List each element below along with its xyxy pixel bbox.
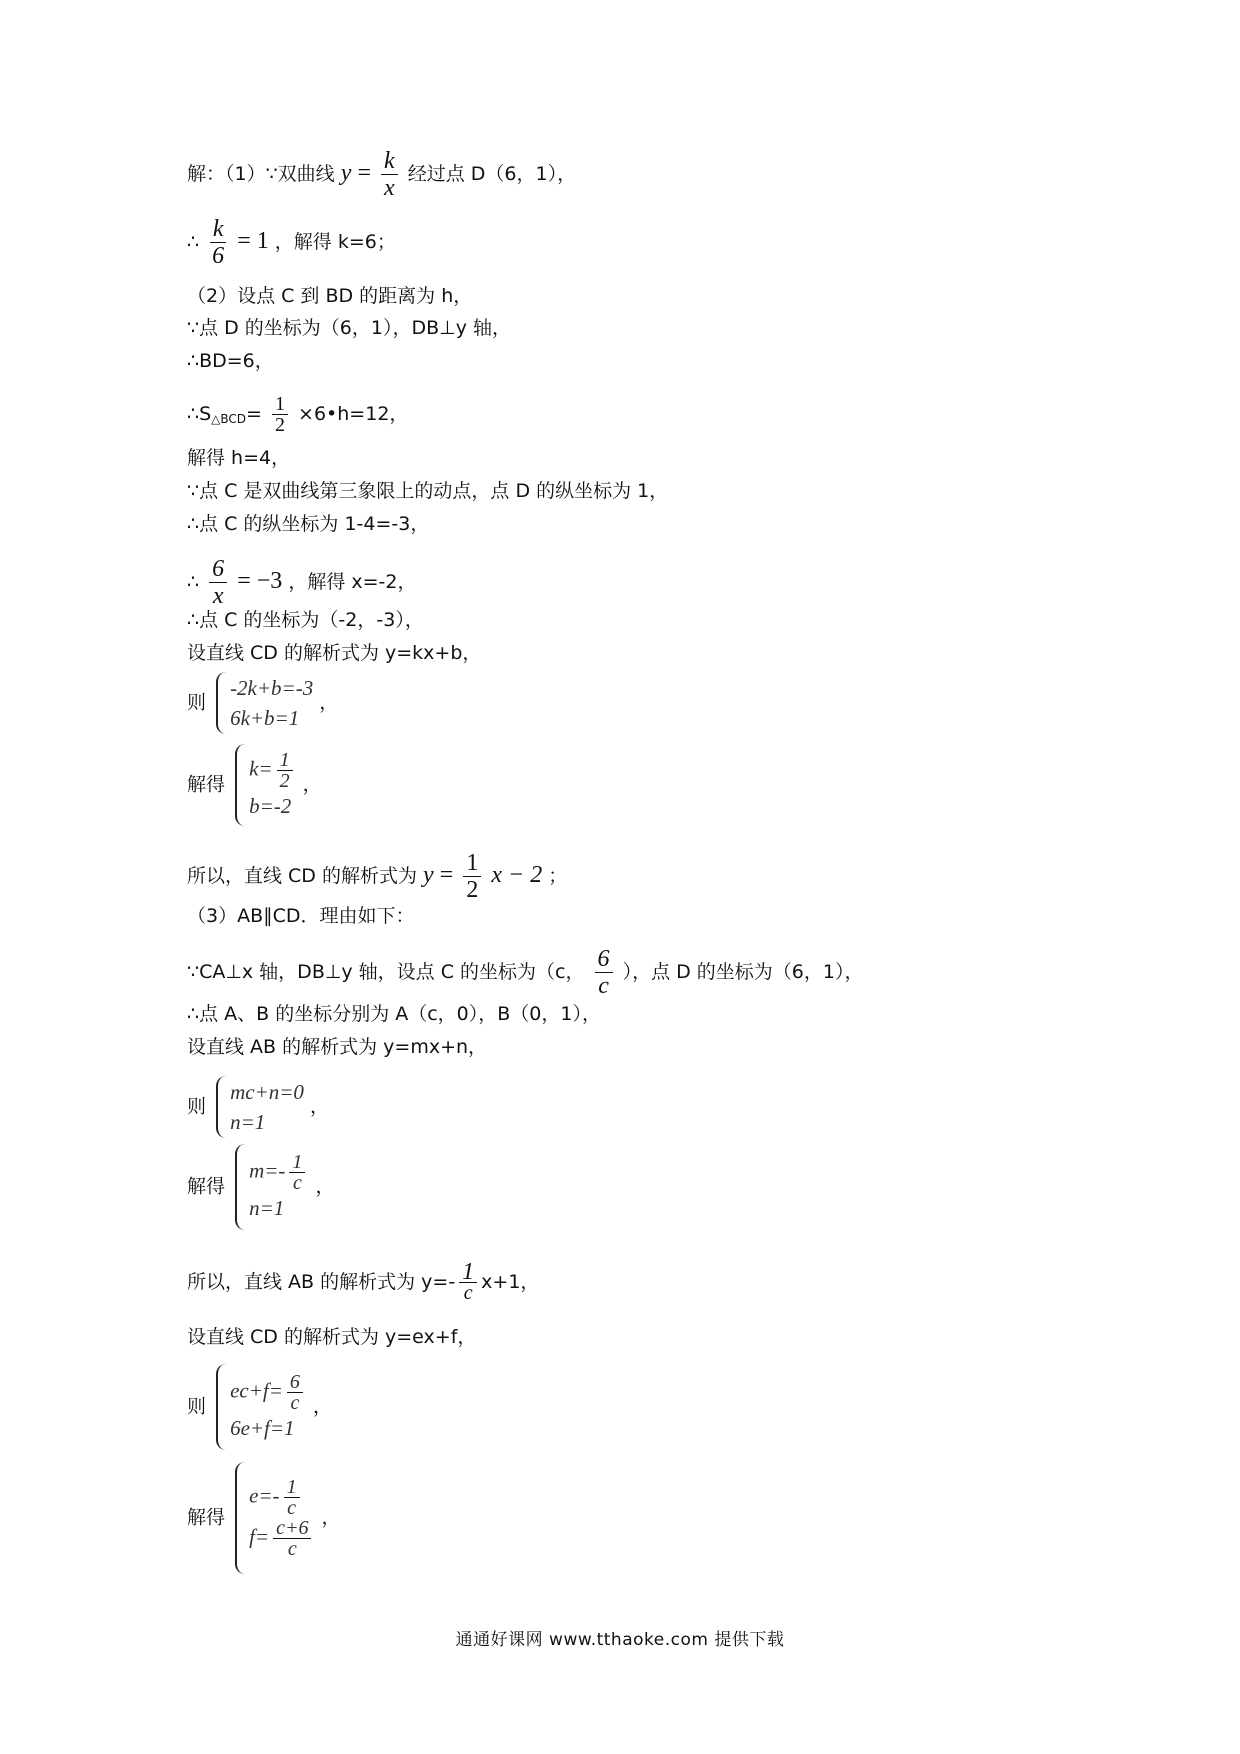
line-12: 设直线 CD 的解析式为 y=kx+b，: [187, 642, 482, 664]
line-1: [187, 148, 576, 201]
equation-system: [212, 1076, 304, 1138]
text: ∵CA⊥x 轴，DB⊥y 轴，设点 C 的坐标为（c，: [187, 961, 585, 983]
fraction: $\frac{c+6}{c}$: [273, 1518, 311, 1559]
line-24: [187, 1364, 332, 1450]
line-25: [187, 1462, 341, 1574]
text: ，解得 x=-2，: [288, 571, 417, 593]
comma: ，: [319, 691, 339, 714]
fraction-6-over-x: $\frac{6}{x}$: [209, 556, 227, 609]
fraction-k-over-6: $\frac{k}{6}$: [209, 216, 227, 269]
equation: n=1: [230, 1110, 266, 1134]
line-19: 设直线 AB 的解析式为 y=mx+n，: [187, 1036, 488, 1058]
line-7: 解得 h=4，: [187, 447, 291, 469]
fraction-6-over-c: $\frac{6}{c}$: [595, 946, 613, 999]
line-15: [187, 850, 567, 903]
fraction: $\frac{6}{c}$: [287, 1372, 303, 1413]
text: 解得: [187, 773, 226, 796]
comma: ，: [321, 1506, 341, 1529]
brace: [235, 744, 247, 826]
fraction: $\frac{1}{c}$: [284, 1477, 300, 1518]
line-16: （3）AB∥CD．理由如下：: [187, 905, 415, 927]
line-8: ∵点 C 是双曲线第三象限上的动点，点 D 的纵坐标为 1，: [187, 480, 669, 502]
line-20: [187, 1076, 329, 1138]
equation: f= $\frac{c+6}{c}$: [249, 1518, 315, 1559]
text: 所以，直线 CD 的解析式为: [187, 865, 417, 887]
equation: -2k+b=-3: [230, 676, 314, 700]
equation-system: [212, 1364, 307, 1450]
fraction: $\frac{1}{c}$: [289, 1152, 305, 1193]
equation: n=1: [249, 1195, 285, 1220]
page-footer: 通通好课网 www.tthaoke.com 提供下载: [455, 1630, 785, 1650]
equals-one: = 1: [237, 228, 269, 254]
semicolon: ；: [548, 865, 568, 887]
brace: [235, 1462, 247, 1574]
line-22: [187, 1259, 540, 1304]
line-11: ∴点 C 的坐标为（-2，-3），: [187, 609, 424, 631]
equation: k= $\frac{1}{2}$: [249, 750, 297, 791]
brace: [216, 1076, 228, 1138]
text: 经过点 D（6，1），: [407, 163, 577, 185]
line-13: [187, 672, 338, 734]
equals: =: [246, 403, 262, 425]
text: ，解得 k=6；: [274, 231, 396, 253]
line-21: [187, 1144, 334, 1230]
therefore-symbol: ∴: [187, 571, 200, 593]
therefore-symbol: ∴: [187, 231, 200, 253]
equals: =: [357, 160, 371, 186]
line-14: [187, 744, 322, 826]
comma: ，: [309, 1095, 329, 1118]
equation: mc+n=0: [230, 1080, 304, 1104]
text: 解得: [187, 1506, 226, 1529]
fraction: $\frac{1}{2}$: [277, 750, 293, 791]
solution-system: [231, 744, 297, 826]
text: ×6•h=12，: [298, 403, 409, 425]
expression: x − 2: [491, 862, 543, 888]
equation-system: [212, 672, 313, 734]
line-23: 设直线 CD 的解析式为 y=ex+f，: [187, 1326, 477, 1348]
text: 则: [187, 1395, 207, 1418]
subscript: △BCD: [211, 412, 247, 426]
equation: ec+f= $\frac{6}{c}$: [230, 1372, 307, 1413]
text: ∴S: [187, 403, 212, 425]
text: 解得: [187, 1175, 226, 1198]
fraction-1-over-c: $\frac{1}{c}$: [459, 1262, 477, 1303]
text: 解：（1）∵双曲线: [187, 163, 335, 185]
equals-minus-three: = −3: [237, 568, 283, 594]
var-y: y: [340, 160, 352, 186]
line-3: （2）设点 C 到 BD 的距离为 h，: [187, 285, 473, 307]
solution-system: [231, 1144, 309, 1230]
comma: ，: [302, 773, 322, 796]
fraction-one-half: $\frac{1}{2}$: [463, 850, 481, 903]
equation: b=-2: [249, 793, 292, 818]
equals: =: [439, 862, 454, 888]
comma: ，: [315, 1175, 335, 1198]
line-10: [187, 556, 416, 609]
text: ），点 D 的坐标为（6，1），: [622, 961, 864, 983]
line-5: ∴BD=6，: [187, 350, 274, 372]
line-2: [187, 216, 396, 269]
text: 所以，直线 AB 的解析式为 y=-: [187, 1271, 456, 1293]
equation: 6k+b=1: [230, 706, 300, 730]
line-9: ∴点 C 的纵坐标为 1-4=-3，: [187, 513, 430, 535]
var-y: y: [423, 862, 434, 888]
brace: [216, 672, 228, 734]
comma: ，: [312, 1395, 332, 1418]
text: 则: [187, 1095, 207, 1118]
equation: e=- $\frac{1}{c}$: [249, 1477, 315, 1518]
fraction-one-half: $\frac{1}{2}$: [272, 394, 288, 435]
fraction-k-over-x: $\frac{k}{x}$: [381, 148, 398, 201]
equation: 6e+f=1: [230, 1415, 295, 1440]
solution-system: [231, 1462, 315, 1574]
brace: [216, 1364, 228, 1450]
text: x+1，: [481, 1271, 540, 1293]
text: 则: [187, 691, 207, 714]
line-6: [187, 394, 408, 435]
line-18: ∴点 A、B 的坐标分别为 A（c，0），B（0，1），: [187, 1003, 601, 1025]
line-17: [187, 946, 863, 999]
brace: [235, 1144, 247, 1230]
equation: m=- $\frac{1}{c}$: [249, 1152, 309, 1193]
line-4: ∵点 D 的坐标为（6，1），DB⊥y 轴，: [187, 317, 511, 339]
